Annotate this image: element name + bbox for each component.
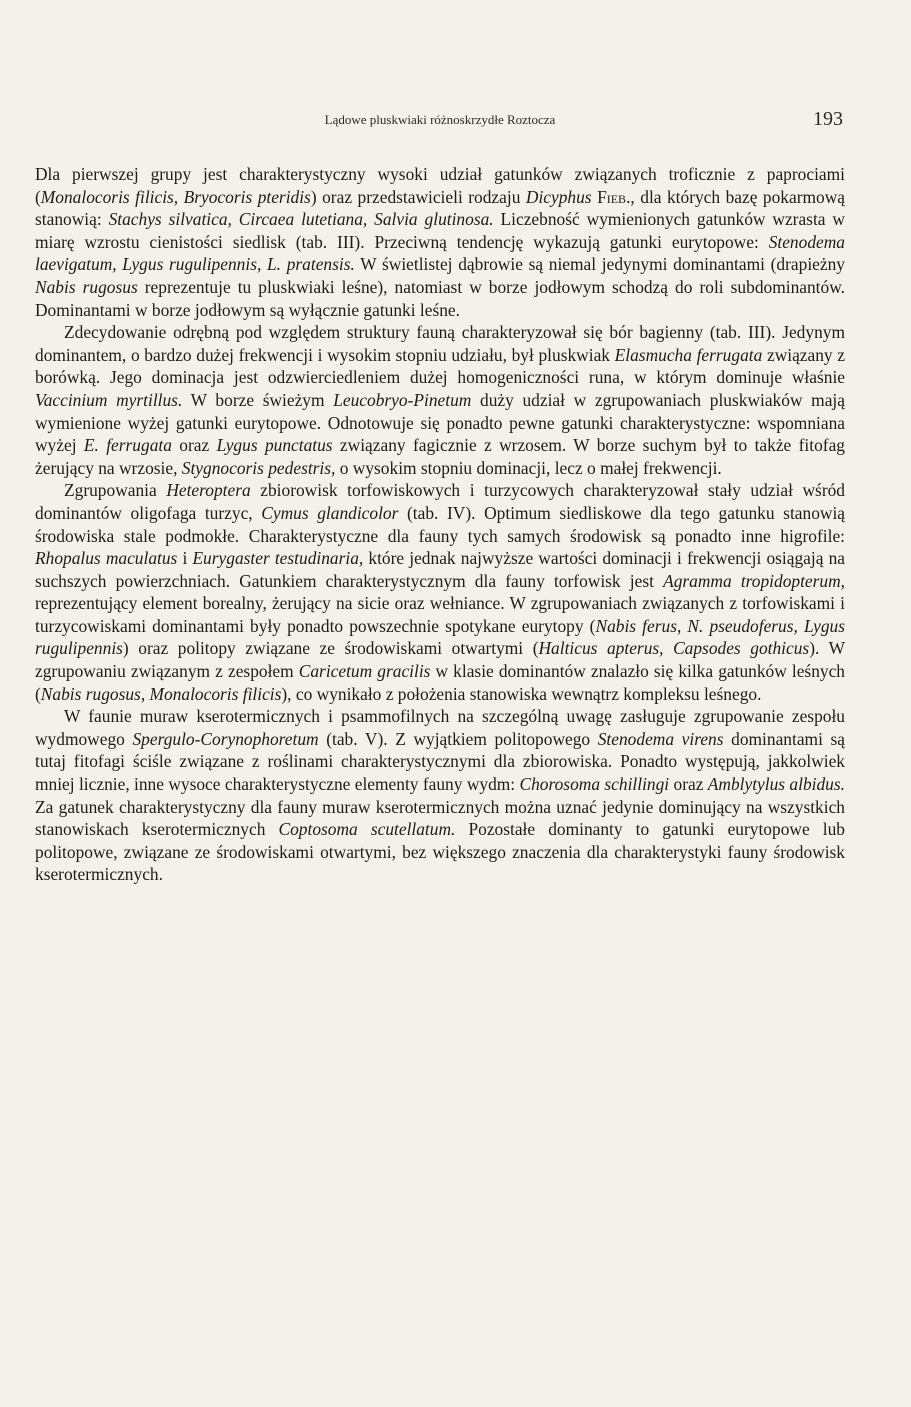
text-run: duży udział w zgrupowaniach pluskwiaków mają wymienione wyżej gatunki eurytopowe. Odnotowuje się ponadto pewne gatunki charakterystyczne: wspomniana wyżej [35,389,845,456]
page-number: 193 [813,108,843,130]
text-run: W świetlistej dąbrowie są niemal jedynymi dominantami (drapieżny [354,254,845,275]
text-run: które jednak najwyższe wartości dominacji i frekwencji osiągają na suchszych powierzchniach. Gatunkiem charakterystycznym dla fauny torfowisk jest [35,548,845,591]
species-name: Heteroptera [166,480,251,501]
species-name: Nabis rugosus [35,276,138,297]
species-name: Elasmucha ferrugata [614,344,763,365]
paragraph [35,705,845,886]
text-run: Dla pierwszej grupy jest charakterystyczny wysoki udział gatunków związanych troficznie z paprociami ( [35,164,845,207]
species-name: Spergulo-Corynophoretum [132,728,319,749]
text-run: związany fagicznie z wrzosem. W borze suchym był to także fitofag żerujący na wrzosie, [35,435,845,478]
text-run: związany z borówką. Jego dominacja jest odzwierciedleniem dużej homogeniczności runa, w którym dominuje właśnie [35,344,846,388]
text-run: ) oraz przedstawicieli rodzaju [310,186,526,207]
paragraph [35,321,845,479]
species-name: Eurygaster testudinaria, [192,548,364,569]
text-run: (tab. V). Z wyjątkiem politopowego [318,728,598,749]
page-header [35,108,845,138]
text-run: oraz [669,774,708,795]
species-name: Agramma tropidopterum, [663,570,846,591]
text-run: (tab. IV). Optimum siedliskowe dla tego gatunku stanowią środowiska stale podmokłe. Charakterystyczne dla fauny tych samych środowisk są ponadto inne higrofile: [35,502,846,546]
species-name: Dicyphus [525,186,592,207]
text-run: , dla których bazę pokarmową stanowią: [35,186,845,230]
text-run: W borze świeżym [182,389,334,410]
text-run: oraz [171,435,217,456]
species-name: E. ferrugata [83,435,172,456]
species-name: Caricetum gracilis [298,661,431,682]
document-page [35,108,845,886]
text-run: zbiorowisk torfowiskowych i turzycowych charakteryzował stały udział wśród dominantów oligofaga turzyc, [35,480,845,523]
text-run: i [177,548,193,569]
paragraph [35,479,845,705]
text-run: ). W zgrupowaniu związanym z zespołem [35,638,846,682]
text-run: W faunie muraw kserotermicznych i psammofilnych na szczególną uwagę zasługuje zgrupowanie zespołu wydmowego [35,706,845,749]
paragraph [35,163,845,321]
species-name: Chorosoma schillingi [519,774,670,795]
species-name: Amblytylus albidus. [707,774,845,795]
text-run: Liczebność wymienionych gatunków wzrasta w miarę wzrostu cienistości siedlisk (tab. III). Przeciwną tendencję wykazują gatunki eurytopowe: [35,209,845,252]
text-run: Pozostałe dominanty to gatunki eurytopowe lub politopowe, związane ze środowiskami otwartymi, bez większego znaczenia dla charakterystyki fauny środowisk kserotermicznych. [35,819,845,885]
species-name: Stenodema virens [597,728,724,749]
text-run: Zdecydowanie odrębną pod względem struktury fauną charakteryzował się bór bagienny (tab. III). Jedynym dominantem, o bardzo dużej frekwencji i wysokim stopniu udziału, był pluskwiak [35,322,845,365]
text-run: reprezentuje tu pluskwiaki leśne), natomiast w borze jodłowym schodzą do roli subdominantów. Dominantami w borze jodłowym są wyłącznie gatunki leśne. [35,276,845,320]
species-name: Rhopalus maculatus [35,548,178,569]
species-name: Monalocoris filicis, Bryocoris pteridis [40,186,311,207]
species-name: Cymus glandicolor [261,502,399,523]
species-name: Nabis ferus, N. pseudoferus, Lygus rugulipennis [35,615,846,659]
text-run: w klasie dominantów znalazło się kilka gatunków leśnych ( [35,661,845,704]
species-name: Lygus punctatus [216,435,333,456]
species-name: Leucobryo-Pinetum [333,389,472,410]
text-run: Za gatunek charakterystyczny dla fauny muraw kserotermicznych można uznać jedynie dominujący na wszystkich stanowiskach kserotermicznych [35,796,845,840]
species-name: Stenodema laevigatum, Lygus rugulipennis, L. pratensis. [35,231,845,275]
text-run: ) oraz politopy związane ze środowiskami otwartymi ( [122,638,539,659]
text-run: Zgrupowania [64,480,167,501]
species-name: Halticus apterus, Capsodes gothicus [538,638,810,659]
species-name: Vaccinium myrtillus. [35,389,183,410]
body-text [35,163,845,886]
species-name: Nabis rugosus, Monalocoris filicis [40,683,282,704]
running-title: Lądowe pluskwiaki różnoskrzydłe Roztocza [324,112,556,127]
species-name: Coptosoma scutellatum. [278,819,456,840]
species-name: Stachys silvatica, Circaea lutetiana, Salvia glutinosa. [108,209,494,230]
text-run: reprezentujący element borealny, żerujący na sicie oraz wełniance. W zgrupowaniach związanych z torfowiskami i turzycowiskami dominantami były ponadto powszechnie spotykane eurytopy ( [35,593,845,636]
text-run: ), co wynikało z położenia stanowiska wewnątrz kompleksu leśnego. [281,683,762,704]
text-run: o wysokim stopniu dominacji, lecz o małej frekwencji. [335,457,722,478]
species-name: Stygnocoris pedestris, [181,457,336,478]
author-abbreviation: Fieb. [597,186,631,207]
text-run: dominantami są tutaj fitofagi ściśle związane z roślinami charakterystycznymi dla zbiorowiska. Ponadto występują, jakkolwiek mniej licznie, inne wysoce charakterystyczne elementy fauny wydm: [35,728,845,795]
